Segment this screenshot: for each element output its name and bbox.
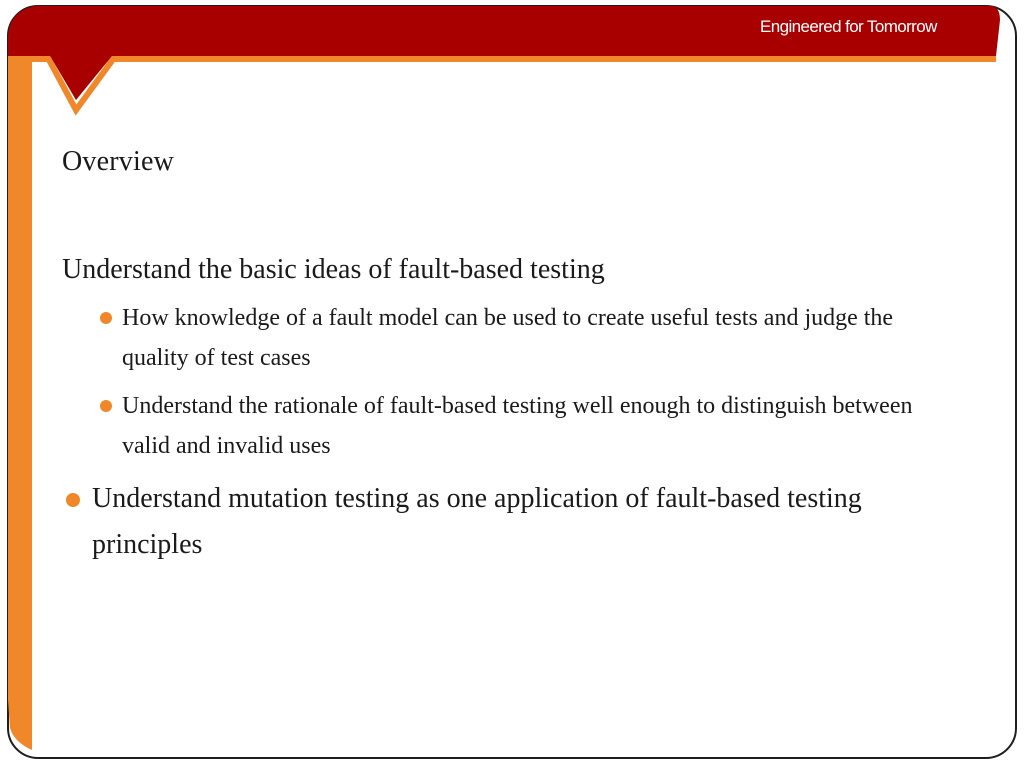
lead-text: Understand the basic ideas of fault-based testing xyxy=(62,254,605,285)
main-bullet-list xyxy=(62,476,942,568)
sub-bullet-text: How knowledge of a fault model can be used to create useful tests and judge the quality of test cases xyxy=(122,305,894,371)
sub-bullet-item xyxy=(62,386,962,466)
bullet-dot-icon xyxy=(100,400,112,412)
main-bullet-text: Understand mutation testing as one application of fault-based testing principles xyxy=(92,483,862,560)
bullet-dot-icon xyxy=(100,312,112,324)
header-tagline: Engineered for Tomorrow xyxy=(760,17,937,36)
sub-bullet-text: Understand the rationale of fault-based testing well enough to distinguish between valid and invalid uses xyxy=(122,393,913,459)
bullet-dot-icon xyxy=(66,493,80,507)
sub-bullet-item xyxy=(62,298,962,378)
left-accent-bar xyxy=(8,60,32,750)
main-bullet-item xyxy=(62,476,942,568)
slide-title: Overview xyxy=(62,146,175,177)
sub-bullet-list xyxy=(62,298,962,474)
slide-content xyxy=(62,140,962,560)
